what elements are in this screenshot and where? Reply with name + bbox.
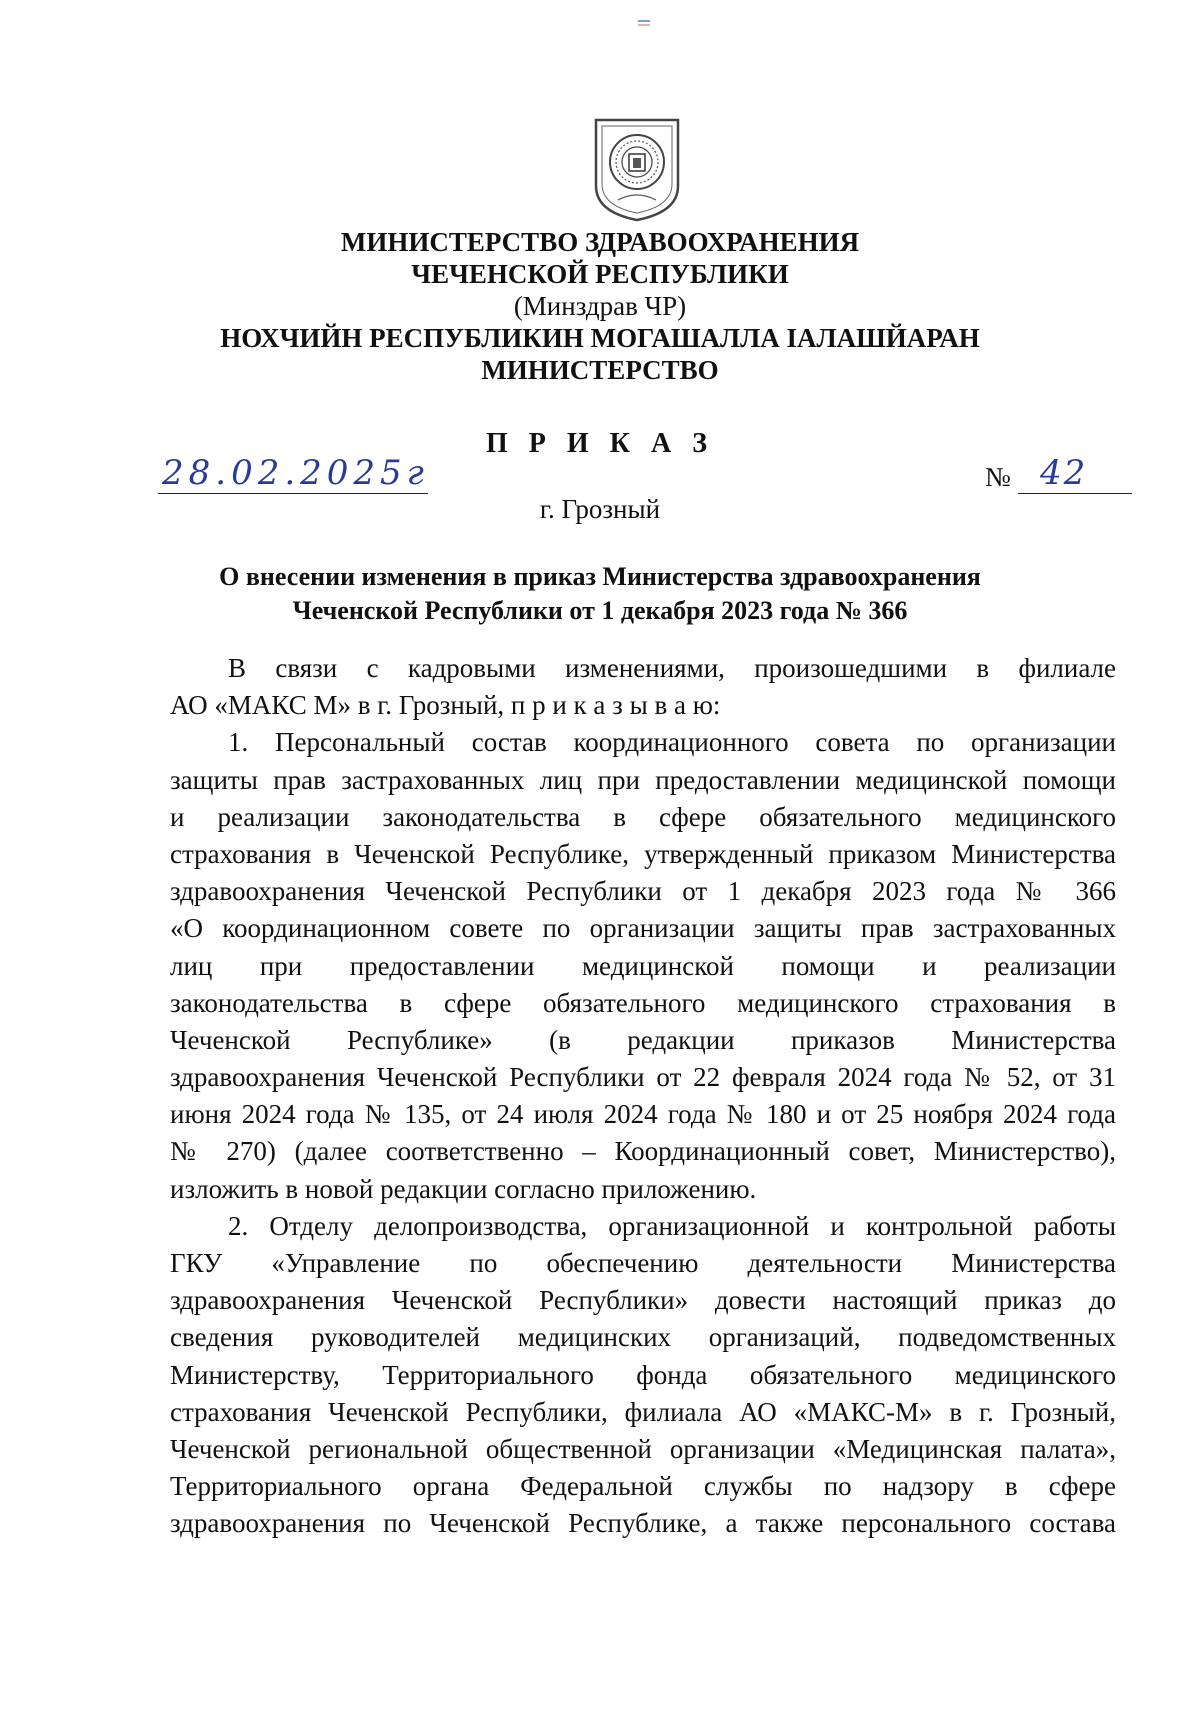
ministry-name-line1: МИНИСТЕРСТВО ЗДРАВООХРАНЕНИЯ [340, 227, 860, 257]
order-body [170, 650, 1116, 1543]
order-number-field [1018, 447, 1132, 494]
order-number-handwritten: 42 [1040, 453, 1088, 493]
body-line: № 270) (далее соответственно – Координационный совет, Министерство), [170, 1136, 1116, 1167]
order-subject-line2: Чеченской Республики от 1 декабря 2023 года № 366 [292, 596, 908, 625]
scan-mark [638, 20, 650, 26]
order-date-handwritten: 28.02.2025г [162, 453, 429, 493]
body-line: защиты прав застрахованных лиц при предоставлении медицинской помощи [170, 764, 1116, 795]
order-subject [0, 560, 1200, 628]
ministry-name-line2: ЧЕЧЕНСКОЙ РЕСПУБЛИКИ [411, 259, 789, 289]
body-line: июня 2024 года № 135, от 24 июля 2024 года № 180 и от 25 ноября 2024 года [170, 1099, 1116, 1130]
body-line: здравоохранения по Чеченской Республике, а также персонального состава [170, 1508, 1116, 1539]
order-title: П Р И К А З [486, 428, 714, 459]
body-line: ГКУ «Управление по обеспечению деятельности Министерства [170, 1248, 1116, 1278]
body-line: Чеченской региональной общественной организации «Медицинская палата», [170, 1433, 1116, 1464]
body-line: В связи с кадровыми изменениями, произошедшими в филиале [228, 653, 1116, 683]
body-line: здравоохранения Чеченской Республики» довести настоящий приказ до [170, 1285, 1116, 1316]
order-city: г. Грозный [539, 494, 661, 524]
body-line: здравоохранения Чеченской Республики от 1 декабря 2023 года № 366 [170, 876, 1116, 907]
ministry-name-chechen-line2: МИНИСТЕРСТВО [481, 355, 719, 385]
body-line: АО «МАКС М» в г. Грозный, п р и к а з ы в а ю: [170, 690, 721, 721]
body-line: сведения руководителей медицинских организаций, подведомственных [170, 1322, 1116, 1353]
body-line: страхования в Чеченской Республике, утвержденный приказом Министерства [170, 838, 1116, 869]
body-line: и реализации законодательства в сфере обязательного медицинского [170, 801, 1116, 832]
ministry-name-chechen-line1: НОХЧИЙН РЕСПУБЛИКИН МОГАШАЛЛА IАЛАШЙАРАН [220, 323, 980, 353]
body-line: «О координационном совете по организации защиты прав застрахованных [170, 913, 1116, 944]
body-line: здравоохранения Чеченской Республики от 22 февраля 2024 года № 52, от 31 [170, 1062, 1116, 1093]
coat-of-arms-icon [592, 116, 682, 222]
body-line: 1. Персональный состав координационного совета по организации [228, 727, 1116, 758]
body-line: 2. Отделу делопроизводства, организационной и контрольной работы [228, 1210, 1116, 1241]
order-date-field [158, 447, 428, 494]
body-line: изложить в новой редакции согласно приложению. [170, 1173, 757, 1204]
ministry-short-name: (Минздрав ЧР) [513, 291, 687, 321]
order-number-label: № [985, 462, 1011, 492]
body-line: Чеченской Республике» (в редакции приказов Министерства [170, 1024, 1116, 1055]
body-line: Министерству, Территориального фонда обязательного медицинского [170, 1359, 1116, 1390]
body-line: лиц при предоставлении медицинской помощи и реализации [170, 950, 1116, 981]
order-subject-line1: О внесении изменения в приказ Министерства здравоохранения [219, 562, 981, 591]
body-line: законодательства в сфере обязательного медицинского страхования в [170, 987, 1116, 1018]
body-line: страхования Чеченской Республики, филиала АО «МАКС-М» в г. Грозный, [170, 1396, 1116, 1427]
body-line: Территориального органа Федеральной службы по надзору в сфере [170, 1471, 1116, 1502]
